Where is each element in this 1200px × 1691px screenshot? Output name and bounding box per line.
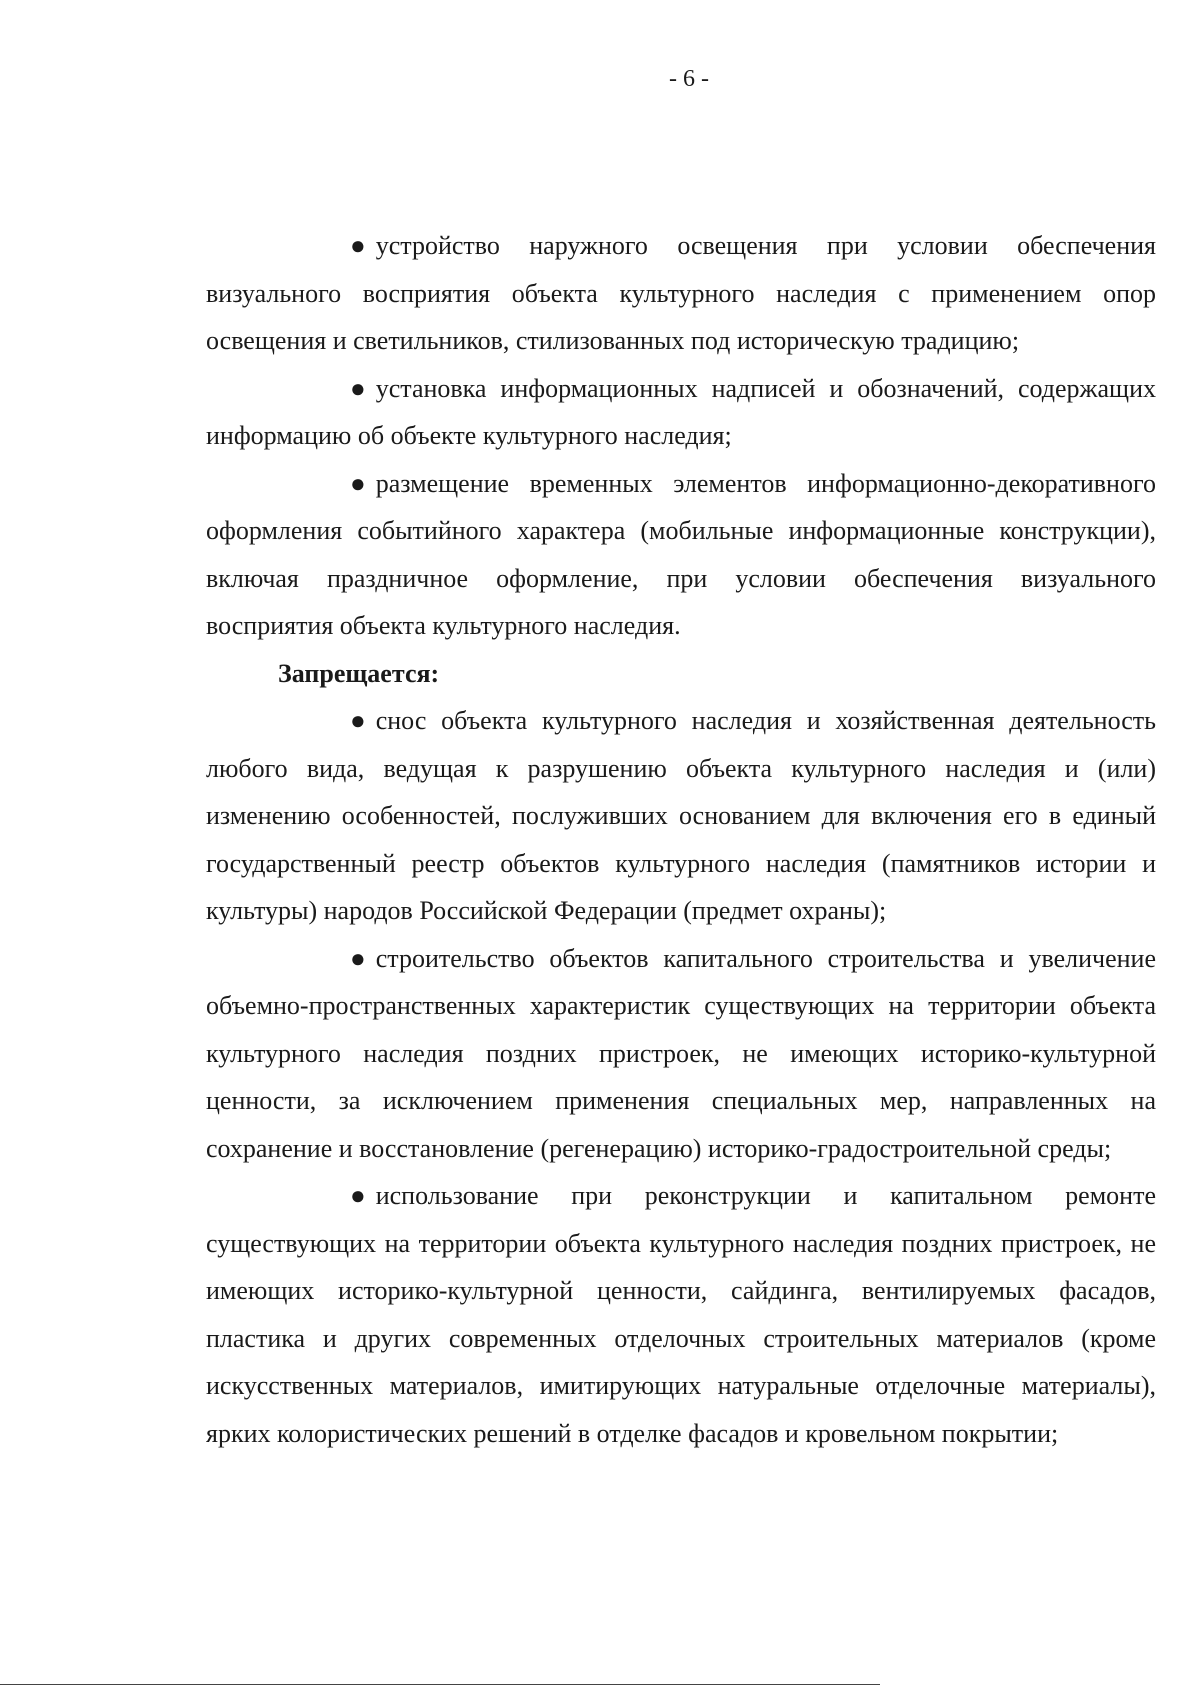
list-item <box>206 365 1156 460</box>
list-item-text: строительство объектов капитального строительства и увеличение объемно-пространственных характеристик существующих на территории объекта культурного наследия поздних пристроек, не имеющих историко-культурной ценности, за исключением применения специальных мер, направленных на сохранение и восстановление (регенерацию) историко-градостроительной среды; <box>206 943 1156 1163</box>
list-item-text: снос объекта культурного наследия и хозяйственная деятельность любого вида, ведущая к разрушению объекта культурного наследия и (или) изменению особенностей, послуживших основанием для включения его в единый государственный реестр объектов культурного наследия (памятников истории и культуры) народов Российской Федерации (предмет охраны); <box>206 706 1156 925</box>
list-item-text: устройство наружного освещения при условии обеспечения визуального восприятия объекта культурного наследия с применением опор освещения и светильников, стилизованных под историческую традицию; <box>206 231 1156 355</box>
bullet-icon: ● <box>350 943 366 973</box>
bullet-icon: ● <box>350 706 366 735</box>
list-item <box>206 1172 1156 1457</box>
section-heading: Запрещается: <box>278 658 440 688</box>
list-item-text: установка информационных надписей и обозначений, содержащих информацию об объекте культурного наследия; <box>206 373 1156 450</box>
list-item-text: размещение временных элементов информационно-декоративного оформления событийного характера (мобильные информационные конструкции), включая праздничное оформление, при условии обеспечения визуального восприятия объекта культурного наследия. <box>206 468 1156 640</box>
document-body <box>206 222 1156 1457</box>
bottom-divider <box>0 1684 880 1685</box>
bullet-icon: ● <box>350 373 366 403</box>
bullet-icon: ● <box>350 231 366 260</box>
list-item <box>206 697 1156 935</box>
list-item-text: использование при реконструкции и капитальном ремонте существующих на территории объекта культурного наследия поздних пристроек, не имеющих историко-культурной ценности, сайдинга, вентилируемых фасадов, пластика и других современных отделочных строительных материалов (кроме искусственных материалов, имитирующих натуральные отделочные материалы), ярких колористических решений в отделке фасадов и кровельном покрытии; <box>206 1181 1156 1448</box>
list-item <box>206 222 1156 365</box>
list-item <box>206 460 1156 650</box>
list-item <box>206 935 1156 1173</box>
page-number: - 6 - <box>669 66 709 92</box>
bullet-icon: ● <box>350 468 366 498</box>
bullet-icon: ● <box>350 1181 366 1210</box>
